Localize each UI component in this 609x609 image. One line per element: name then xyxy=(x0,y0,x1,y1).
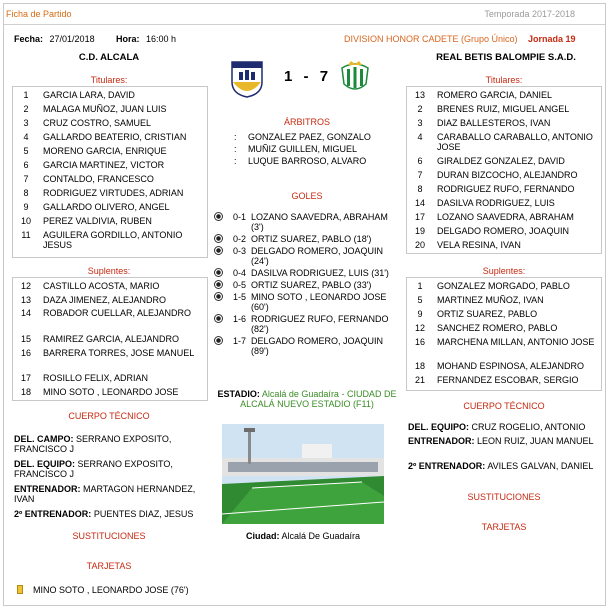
home-team-name: C.D. ALCALA xyxy=(78,52,140,63)
goal-score: 1-5 xyxy=(233,292,247,302)
player-number: 6 xyxy=(417,156,423,166)
player-name: ORTIZ SUAREZ, PABLO xyxy=(437,309,538,319)
player-name: RAMIREZ GARCIA, ALEJANDRO xyxy=(43,334,180,344)
away-team-name: REAL BETIS BALOMPIE S.A.D. xyxy=(436,52,576,63)
home-cards-title: TARJETAS xyxy=(86,561,132,571)
goal-scorer: LOZANO SAAVEDRA, ABRAHAM (3') xyxy=(251,212,388,232)
player-name: MALAGA MUÑOZ, JUAN LUIS xyxy=(43,104,167,114)
player-number: 9 xyxy=(417,309,423,319)
card-entry: MINO SOTO , LEONARDO JOSE (76') xyxy=(33,585,189,595)
goal-scorer: MINO SOTO , LEONARDO JOSE (60') xyxy=(251,292,387,312)
time-value: 16:00 h xyxy=(146,34,177,44)
player-name: VELA RESINA, IVAN xyxy=(437,240,521,250)
header-divider xyxy=(4,24,605,25)
player-number: 3 xyxy=(23,118,29,128)
player-name: GARCIA MARTINEZ, VICTOR xyxy=(43,160,165,170)
away-entrenador-value: LEON RUIZ, JUAN MANUEL xyxy=(477,436,594,446)
goal-ball-icon xyxy=(214,212,223,221)
goal-ball-icon xyxy=(214,268,223,277)
player-number: 7 xyxy=(23,174,29,184)
home-score: 1 xyxy=(284,68,294,85)
goal-score: 0-4 xyxy=(233,268,247,278)
away-del-equipo-value: CRUZ ROGELIO, ANTONIO xyxy=(471,422,586,432)
player-number: 4 xyxy=(23,132,29,142)
home-staff-del-campo xyxy=(14,434,208,454)
player-name: BRENES RUIZ, MIGUEL ANGEL xyxy=(437,104,570,114)
player-number: 20 xyxy=(414,240,425,250)
player-name: MINO SOTO , LEONARDO JOSE xyxy=(43,387,179,397)
competition-name: DIVISION HONOR CADETE (Grupo Único) xyxy=(344,34,518,44)
player-name: CONTALDO, FRANCESCO xyxy=(43,174,154,184)
home-del-equipo-label: DEL. EQUIPO: xyxy=(14,459,76,469)
player-name: GIRALDEZ GONZALEZ, DAVID xyxy=(437,156,565,166)
date-info xyxy=(14,34,95,44)
player-name: MARCHENA MILLAN, ANTONIO JOSE xyxy=(437,337,595,347)
stadium-photo xyxy=(222,424,384,524)
player-name: GALLARDO BEATERIO, CRISTIAN xyxy=(43,132,187,142)
goal-ball-icon xyxy=(214,234,223,243)
away-segundo-label: 2º ENTRENADOR: xyxy=(408,461,486,471)
player-name: GONZALEZ MORGADO, PABLO xyxy=(437,281,570,291)
player-number: 18 xyxy=(414,361,425,371)
season-label: Temporada 2017-2018 xyxy=(484,9,575,19)
time-info xyxy=(116,34,176,44)
player-name: CASTILLO ACOSTA, MARIO xyxy=(43,281,160,291)
player-name: RODRIGUEZ VIRTUDES, ADRIAN xyxy=(43,188,184,198)
player-number: 16 xyxy=(414,337,425,347)
home-substitutions-title: SUSTITUCIONES xyxy=(72,531,146,541)
player-name: DAZA JIMENEZ, ALEJANDRO xyxy=(43,295,167,305)
player-number: 2 xyxy=(23,104,29,114)
score-display xyxy=(284,68,329,85)
player-number: 5 xyxy=(417,295,423,305)
yellow-card-icon xyxy=(17,585,23,594)
home-entrenador-value: MARTAGON HERNANDEZ, IVAN xyxy=(14,484,196,504)
player-number: 6 xyxy=(23,160,29,170)
player-number: 14 xyxy=(20,308,31,318)
player-number: 10 xyxy=(20,216,31,226)
home-staff-entrenador xyxy=(14,484,208,504)
home-del-campo-label: DEL. CAMPO: xyxy=(14,434,74,444)
home-subs-title: Suplentes: xyxy=(87,266,131,276)
player-number: 17 xyxy=(414,212,425,222)
player-name: SANCHEZ ROMERO, PABLO xyxy=(437,323,558,333)
player-number: 1 xyxy=(417,281,423,291)
away-subs-title: Suplentes: xyxy=(482,266,526,276)
away-staff-del-equipo xyxy=(408,422,604,432)
away-staff-segundo xyxy=(408,461,604,471)
city-value: Alcalá De Guadaíra xyxy=(281,531,361,541)
home-del-campo-value: SERRANO EXPOSITO, FRANCISCO J xyxy=(14,434,172,454)
player-number: 12 xyxy=(414,323,425,333)
home-entrenador-label: ENTRENADOR: xyxy=(14,484,81,494)
home-segundo-label: 2º ENTRENADOR: xyxy=(14,509,92,519)
player-number: 2 xyxy=(417,104,423,114)
player-name: LOZANO SAAVEDRA, ABRAHAM xyxy=(437,212,574,222)
goal-scorer: ORTIZ SUAREZ, PABLO (18') xyxy=(251,234,372,244)
home-crest-icon xyxy=(230,60,264,100)
player-name: ROBADOR CUELLAR, ALEJANDRO xyxy=(43,308,192,318)
referees-title: ÁRBITROS xyxy=(283,117,330,127)
player-number: 3 xyxy=(417,118,423,128)
player-name: DIAZ BALLESTEROS, IVAN xyxy=(437,118,551,128)
player-number: 13 xyxy=(20,295,31,305)
home-staff-del-equipo xyxy=(14,459,208,479)
goal-score: 1-6 xyxy=(233,314,247,324)
home-starters-list xyxy=(12,86,208,258)
player-number: 17 xyxy=(20,373,31,383)
player-number: 18 xyxy=(20,387,31,397)
away-entrenador-label: ENTRENADOR: xyxy=(408,436,475,446)
goal-scorer: DASILVA RODRIGUEZ, LUIS (31') xyxy=(251,268,389,278)
player-number: 11 xyxy=(21,230,31,240)
player-name: FERNANDEZ ESCOBAR, SERGIO xyxy=(437,375,579,385)
player-number: 15 xyxy=(20,334,31,344)
home-del-equipo-value: SERRANO EXPOSITO, FRANCISCO J xyxy=(14,459,173,479)
date-label: Fecha: xyxy=(14,34,44,44)
home-subs-list xyxy=(12,277,208,401)
player-name: ROMERO GARCIA, DANIEL xyxy=(437,90,553,100)
player-number: 7 xyxy=(417,170,423,180)
away-staff-entrenador xyxy=(408,436,604,446)
goal-score: 0-2 xyxy=(233,234,247,244)
player-name: MORENO GARCIA, ENRIQUE xyxy=(43,146,167,156)
player-name: RODRIGUEZ RUFO, FERNANDO xyxy=(437,184,575,194)
away-cards-title: TARJETAS xyxy=(481,522,527,532)
referee-name: LUQUE BARROSO, ALVARO xyxy=(248,156,367,166)
home-segundo-value: PUENTES DIAZ, JESUS xyxy=(93,509,194,519)
goal-score: 1-7 xyxy=(233,336,247,346)
goals-title: GOLES xyxy=(291,191,323,201)
goal-ball-icon xyxy=(214,280,223,289)
goal-ball-icon xyxy=(214,314,223,323)
goal-ball-icon xyxy=(214,292,223,301)
home-starters-title: Titulares: xyxy=(90,75,128,85)
player-name: GARCIA LARA, DAVID xyxy=(43,90,135,100)
goal-scorer: DELGADO ROMERO, JOAQUIN (24') xyxy=(251,246,384,266)
player-number: 1 xyxy=(23,90,29,100)
player-number: 4 xyxy=(417,132,423,142)
player-name: AGUILERA GORDILLO, ANTONIO JESUS xyxy=(43,230,183,250)
player-number: 13 xyxy=(414,90,425,100)
goal-ball-icon xyxy=(214,336,223,345)
away-staff-title: CUERPO TÉCNICO xyxy=(463,401,545,411)
away-crest-icon xyxy=(336,60,374,96)
player-name: CARABALLO CARABALLO, ANTONIO JOSE xyxy=(437,132,593,152)
player-number: 16 xyxy=(20,348,31,358)
player-name: DURAN BIZCOCHO, ALEJANDRO xyxy=(437,170,578,180)
player-name: CRUZ COSTRO, SAMUEL xyxy=(43,118,152,128)
goal-score: 0-5 xyxy=(233,280,247,290)
round-label: Jornada 19 xyxy=(528,34,576,44)
player-number: 9 xyxy=(23,202,29,212)
goal-score: 0-3 xyxy=(233,246,247,256)
stadium-label: ESTADIO: xyxy=(217,389,260,399)
player-name: MOHAND ESPINOSA, ALEJANDRO xyxy=(437,361,585,371)
referee-name: GONZALEZ PAEZ, GONZALO xyxy=(248,132,371,142)
player-number: 8 xyxy=(417,184,423,194)
stadium-name: Alcalá de Guadaíra - CIUDAD DE ALCALÁ NUEVO ESTADIO (F11) xyxy=(240,389,397,409)
player-name: DASILVA RODRIGUEZ, LUIS xyxy=(437,198,555,208)
date-value: 27/01/2018 xyxy=(49,34,95,44)
home-staff-title: CUERPO TÉCNICO xyxy=(68,411,150,421)
player-number: 14 xyxy=(414,198,425,208)
player-name: ROSILLO FELIX, ADRIAN xyxy=(43,373,149,383)
referee-separator: : xyxy=(234,156,237,166)
player-number: 8 xyxy=(23,188,29,198)
player-name: GALLARDO OLIVERO, ANGEL xyxy=(43,202,170,212)
score-separator: - xyxy=(303,68,310,85)
city-info xyxy=(222,531,384,541)
goal-scorer: RODRIGUEZ RUFO, FERNANDO (82') xyxy=(251,314,389,334)
away-subs-list xyxy=(406,277,602,391)
referee-separator: : xyxy=(234,144,237,154)
player-name: PEREZ VALDIVIA, RUBEN xyxy=(43,216,152,226)
away-starters-list xyxy=(406,86,602,254)
away-starters-title: Titulares: xyxy=(485,75,523,85)
player-number: 19 xyxy=(414,226,425,236)
home-staff-segundo xyxy=(14,509,208,519)
player-number: 5 xyxy=(23,146,29,156)
away-substitutions-title: SUSTITUCIONES xyxy=(467,492,541,502)
player-name: BARRERA TORRES, JOSE MANUEL xyxy=(43,348,195,358)
goal-scorer: DELGADO ROMERO, JOAQUIN (89') xyxy=(251,336,384,356)
tab-ficha-partido[interactable]: Ficha de Partido xyxy=(6,9,72,19)
time-label: Hora: xyxy=(116,34,140,44)
player-name: MARTINEZ MUÑOZ, IVAN xyxy=(437,295,544,305)
referee-separator: : xyxy=(234,132,237,142)
goal-scorer: ORTIZ SUAREZ, PABLO (33') xyxy=(251,280,372,290)
goal-ball-icon xyxy=(214,246,223,255)
away-del-equipo-label: DEL. EQUIPO: xyxy=(408,422,470,432)
away-segundo-value: AVILES GALVAN, DANIEL xyxy=(487,461,594,471)
goal-score: 0-1 xyxy=(233,212,247,222)
stadium-info xyxy=(212,389,402,409)
city-label: Ciudad: xyxy=(245,531,280,541)
player-number: 12 xyxy=(20,281,31,291)
player-name: DELGADO ROMERO, JOAQUIN xyxy=(437,226,570,236)
referee-name: MUÑIZ GUILLEN, MIGUEL xyxy=(248,144,358,154)
player-number: 21 xyxy=(414,375,425,385)
away-score: 7 xyxy=(319,68,330,85)
